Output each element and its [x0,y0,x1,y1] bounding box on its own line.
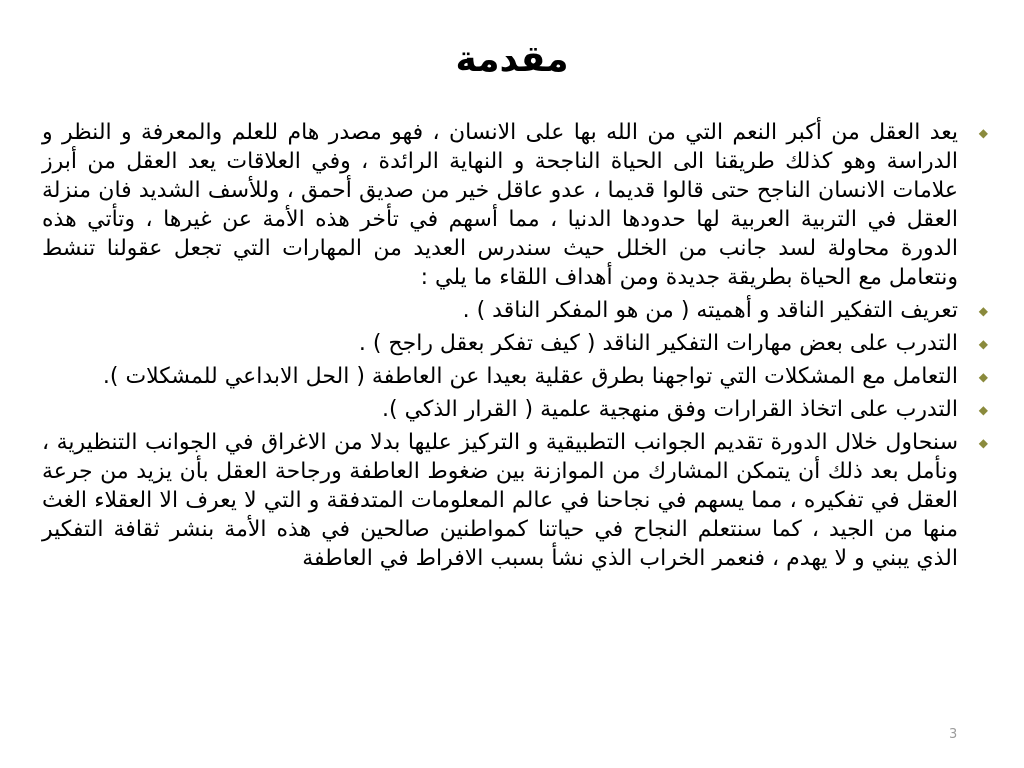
bullet-text: التدرب على بعض مهارات التفكير الناقد ( كيف تفكر بعقل راجح ) . [358,331,958,356]
bullet-item-conclusion [42,428,992,573]
bullet-text: سنحاول خلال الدورة تقديم الجوانب التطبيقية و التركيز عليها بدلا من الاغراق في الجوانب التنظيرية ، ونأمل بعد ذلك أن يتمكن المشارك من الموازنة بين ضغوط العاطفة ورجاحة العقل بأن يزيد من جرعة العقل في تفكيره ، مما يسهم في نجاحنا في عالم المعلومات المتدفقة و التي لا يعرف الا العقلاء الغث منها من الجيد ، كما سنتعلم النجاح في حياتنا كمواطنين صالحين في هذه الأمة بنشر ثقافة التفكير الذي يبني و لا يهدم ، فنعمر الخراب الذي نشأ بسبب الافراط في العاطفة [42,430,958,571]
diamond-bullet-icon: ◆ [978,126,988,140]
diamond-bullet-icon: ◆ [978,337,988,351]
bullet-item-objective-4 [42,395,992,424]
slide-number: 3 [949,727,958,742]
bullet-item-intro [42,118,992,292]
diamond-bullet-icon: ◆ [978,370,988,384]
bullet-text: يعد العقل من أكبر النعم التي من الله بها على الانسان ، فهو مصدر هام للعلم والمعرفة و النظر و الدراسة وهو كذلك طريقنا الى الحياة الناجحة و النهاية الرائدة ، وفي العلاقات يعد العقل من أبرز علامات الانسان الناجح حتى قالوا قديما ، عدو عاقل خير من صديق أحمق ، وللأسف الشديد فان منزلة العقل في التربية العربية لها حدودها الدنيا ، مما أسهم في تأخر هذه الأمة عن غيرها ، وتأتي هذه الدورة محاولة لسد جانب من الخلل حيث سندرس العديد من المهارات التي تجعل عقولنا تنشط ونتعامل مع الحياة بطريقة جديدة ومن أهداف اللقاء ما يلي : [42,120,958,290]
bullet-text: التعامل مع المشكلات التي تواجهنا بطرق عقلية بعيدا عن العاطفة ( الحل الابداعي للمشكلات ). [102,364,958,389]
slide-content [42,118,992,758]
diamond-bullet-icon: ◆ [978,436,988,450]
diamond-bullet-icon: ◆ [978,403,988,417]
bullet-text: تعريف التفكير الناقد و أهميته ( من هو المفكر الناقد ) . [462,298,958,323]
bullet-item-objective-2 [42,329,992,358]
bullet-item-objective-3 [42,362,992,391]
slide-title: مقدمة [455,39,569,80]
bullet-list [42,118,992,573]
bullet-item-objective-1 [42,296,992,325]
diamond-bullet-icon: ◆ [978,304,988,318]
bullet-text: التدرب على اتخاذ القرارات وفق منهجية علمية ( القرار الذكي ). [382,397,958,422]
